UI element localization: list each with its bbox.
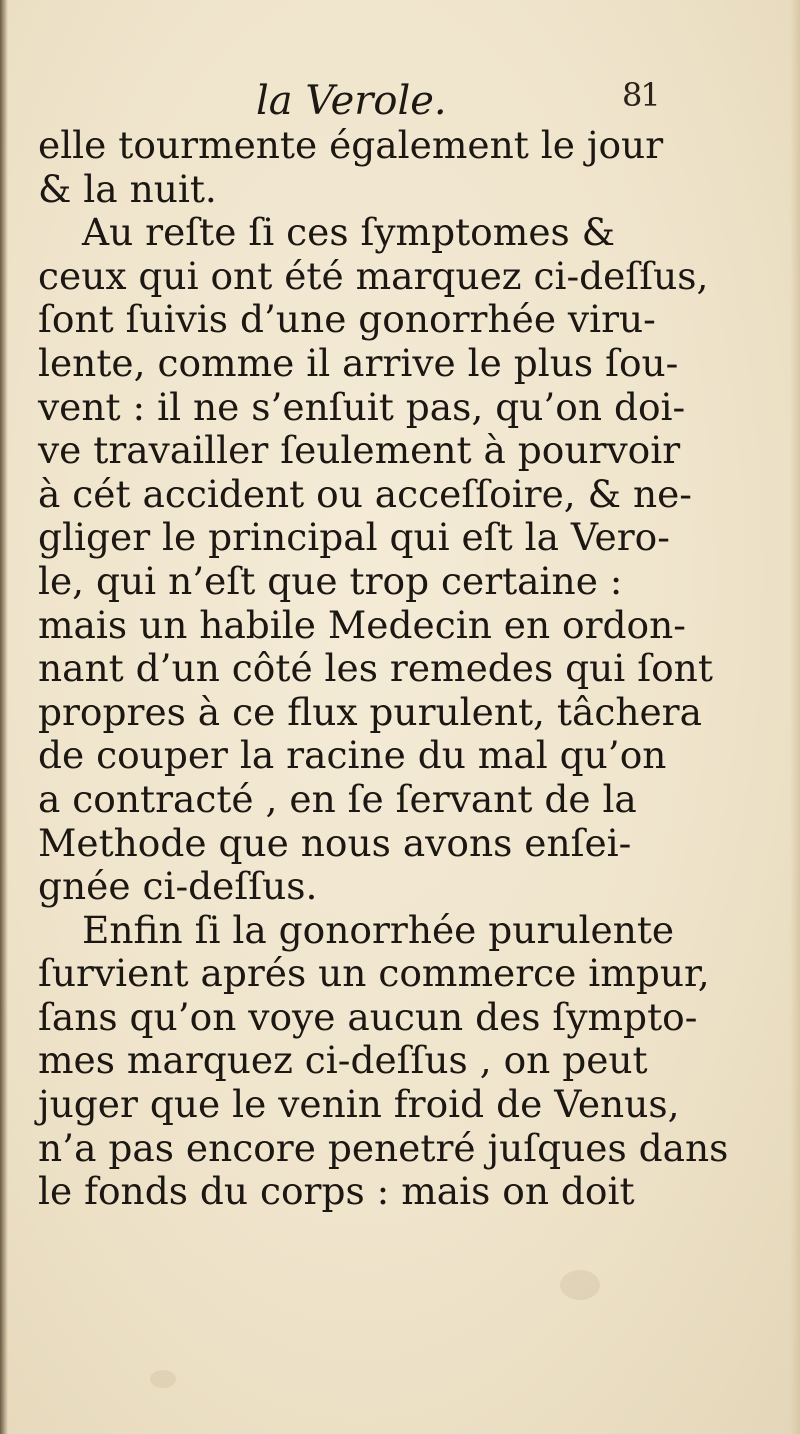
- page-edge: [790, 0, 800, 1434]
- text-line: à cét accident ou acceſſoire, & ne-: [38, 471, 692, 516]
- text-line: propres à ce flux purulent, tâchera: [38, 689, 702, 734]
- paper-stain: [150, 1370, 176, 1388]
- running-title: la Verole.: [256, 78, 447, 124]
- text-line: ſans qu’on voye aucun des ſympto-: [38, 994, 698, 1039]
- text-line: a contracté , en ſe ſervant de la: [38, 776, 637, 821]
- text-line: ve travailler ſeulement à pourvoir: [38, 428, 681, 473]
- text-line: vent : il ne s’enſuit pas, qu’on doi-: [38, 384, 686, 429]
- text-line: gliger le principal qui eſt la Vero-: [38, 515, 670, 560]
- text-line: & la nuit.: [38, 166, 217, 211]
- paragraph-start-line: Enfin ſi la gonorrhée purulente: [82, 907, 675, 952]
- text-line: ceux qui ont été marquez ci-deſſus,: [38, 253, 709, 298]
- text-line: le fonds du corps : mais on doit: [38, 1169, 635, 1214]
- text-line: lente, comme il arrive le plus ſou-: [38, 340, 679, 385]
- text-line: Methode que nous avons enſei-: [38, 820, 632, 865]
- text-line: gnée ci-deſſus.: [38, 864, 318, 909]
- text-line: juger que le venin froid de Venus,: [38, 1082, 680, 1127]
- text-line: ſont ſuivis d’une gonorrhée viru-: [38, 297, 656, 342]
- page-body-text: [38, 123, 729, 1214]
- text-line: elle tourmente également le jour: [38, 123, 664, 167]
- text-line: n’a pas encore penetré juſques dans: [38, 1125, 729, 1170]
- text-line: le, qui n’eſt que trop certaine :: [38, 558, 623, 603]
- text-line: nant d’un côté les remedes qui ſont: [38, 646, 713, 691]
- text-line: de couper la racine du mal qu’on: [38, 733, 667, 778]
- text-line: mes marquez ci-deſſus , on peut: [38, 1038, 648, 1083]
- text-line: mais un habile Medecin en ordon-: [38, 602, 686, 647]
- paragraph-start-line: Au reſte ſi ces ſymptomes &: [82, 210, 616, 255]
- paper-stain: [560, 1270, 600, 1300]
- text-line: ſurvient aprés un commerce impur,: [38, 951, 710, 996]
- binding-gutter: [0, 0, 8, 1434]
- page-header: [0, 70, 800, 130]
- page-number: 81: [622, 76, 659, 114]
